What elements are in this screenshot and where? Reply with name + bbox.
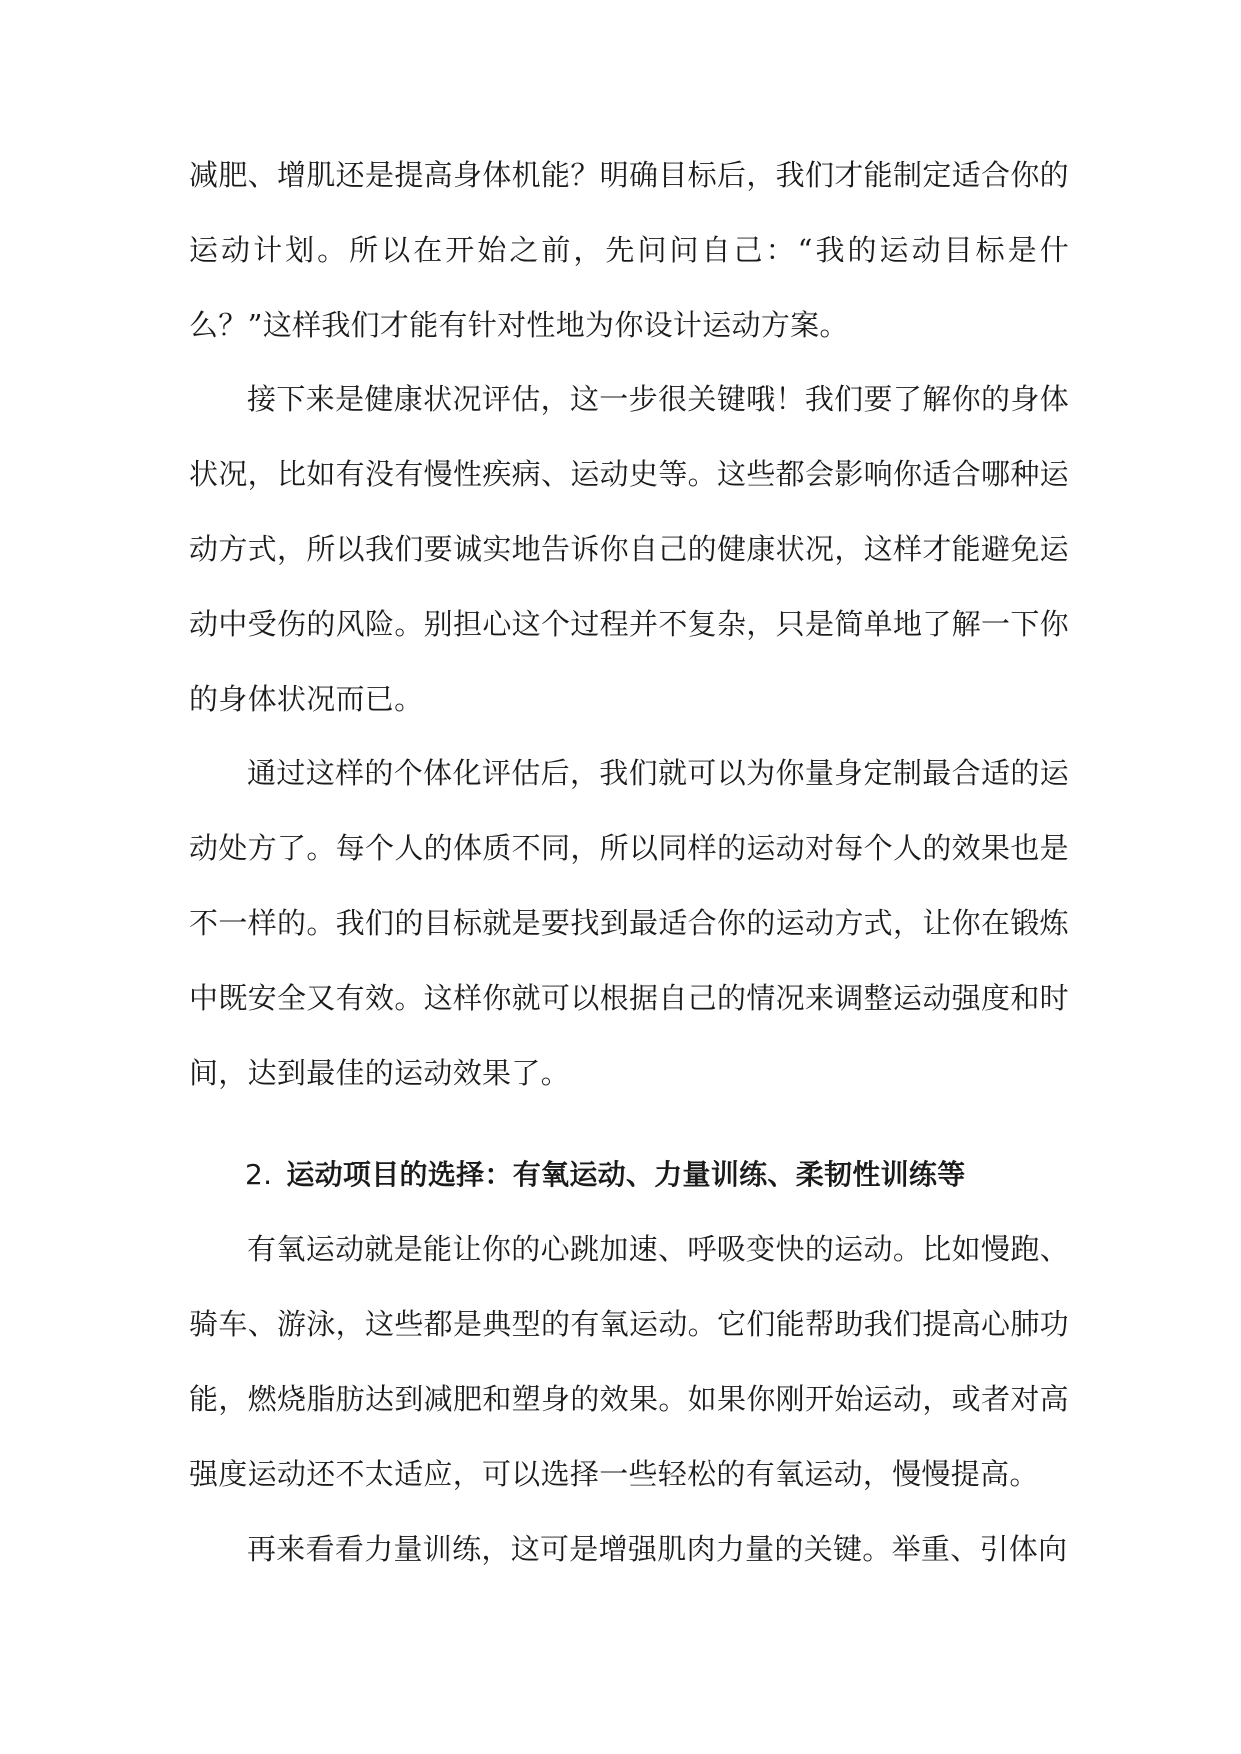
paragraph-goal-setting: 减肥、增肌还是提高身体机能？明确目标后，我们才能制定适合你的运动计划。所以在开始之前，先问问自己：“我的运动目标是什么？”这样我们才能有针对性地为你设计运动方案。	[189, 158, 1069, 342]
paragraph-personalized-prescription: 通过这样的个体化评估后，我们就可以为你量身定制最合适的运动处方了。每个人的体质不同，所以同样的运动对每个人的效果也是不一样的。我们的目标就是要找到最适合你的运动方式，让你在锻炼中既安全又有效。这样你就可以根据自己的情况来调整运动强度和时间，达到最佳的运动效果了。	[189, 756, 1069, 1090]
section-number: 2.	[245, 1158, 273, 1192]
paragraph-strength-training: 再来看看力量训练，这可是增强肌肉力量的关键。举重、引体向	[247, 1531, 1068, 1566]
section-title: 运动项目的选择：有氧运动、力量训练、柔韧性训练等	[286, 1158, 966, 1192]
document-body	[189, 138, 1069, 1586]
paragraph-aerobic-exercise: 有氧运动就是能让你的心跳加速、呼吸变快的运动。比如慢跑、骑车、游泳，这些都是典型的有氧运动。它们能帮助我们提高心肺功能，燃烧脂肪达到减肥和塑身的效果。如果你刚开始运动，或者对高强度运动还不太适应，可以选择一些轻松的有氧运动，慢慢提高。	[189, 1232, 1069, 1491]
paragraph-health-assessment: 接下来是健康状况评估，这一步很关键哦！我们要了解你的身体状况，比如有没有慢性疾病、运动史等。这些都会影响你适合哪种运动方式，所以我们要诚实地告诉你自己的健康状况，这样才能避免运动中受伤的风险。别担心这个过程并不复杂，只是简单地了解一下你的身体状况而已。	[189, 382, 1069, 716]
section-heading	[189, 1138, 1069, 1212]
